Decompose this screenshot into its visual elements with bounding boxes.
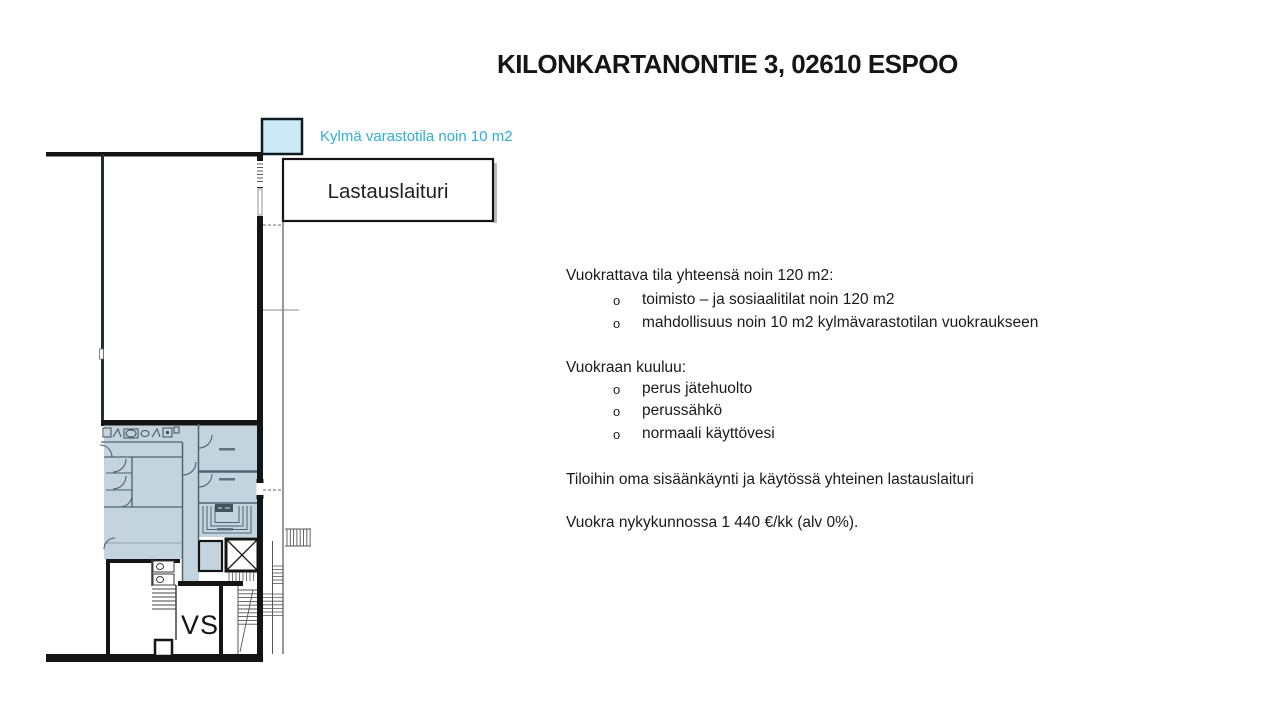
bullet-marker: o [613,293,621,308]
toilet-fixtures [152,559,174,586]
section-2-heading: Vuokraan kuuluu: [566,359,687,376]
section-1-bullet-1: toimisto – ja sosiaalitilat noin 120 m2 [642,291,895,308]
loading-dock-box [283,159,497,223]
loading-dock-lines [263,222,311,654]
bullet-marker: o [613,316,621,331]
section-2-bullet-3: normaali käyttövesi [642,425,775,442]
loading-dock-label: Lastauslaituri [327,180,449,203]
staircase [238,586,257,654]
vs-room-interior [152,585,176,656]
rent-note: Vuokra nykykunnossa 1 440 €/kk (alv 0%). [566,514,859,531]
vs-room-label: VS [180,610,220,640]
section-2-bullet-2: perussähkö [642,402,723,419]
section-2-bullet-1: perus jätehuolto [642,380,753,397]
section-1-bullet-2: mahdollisuus noin 10 m2 kylmävarastotilan vuokraukseen [642,314,1039,331]
elevator-shaft [226,539,258,581]
section-1-heading: Vuokrattava tila yhteensä noin 120 m2: [566,267,834,284]
bullet-marker: o [613,427,621,442]
entrance-note: Tiloihin oma sisäänkäynti ja käytössä yhteinen lastauslaituri [566,471,974,488]
page-title: KILONKARTANONTIE 3, 02610 ESPOO [497,49,958,79]
cold-storage-square [262,119,302,154]
floor-plan [0,0,530,720]
bullet-marker: o [613,404,621,419]
bullet-marker: o [613,382,621,397]
cold-storage-label: Kylmä varastotila noin 10 m2 [320,128,513,145]
